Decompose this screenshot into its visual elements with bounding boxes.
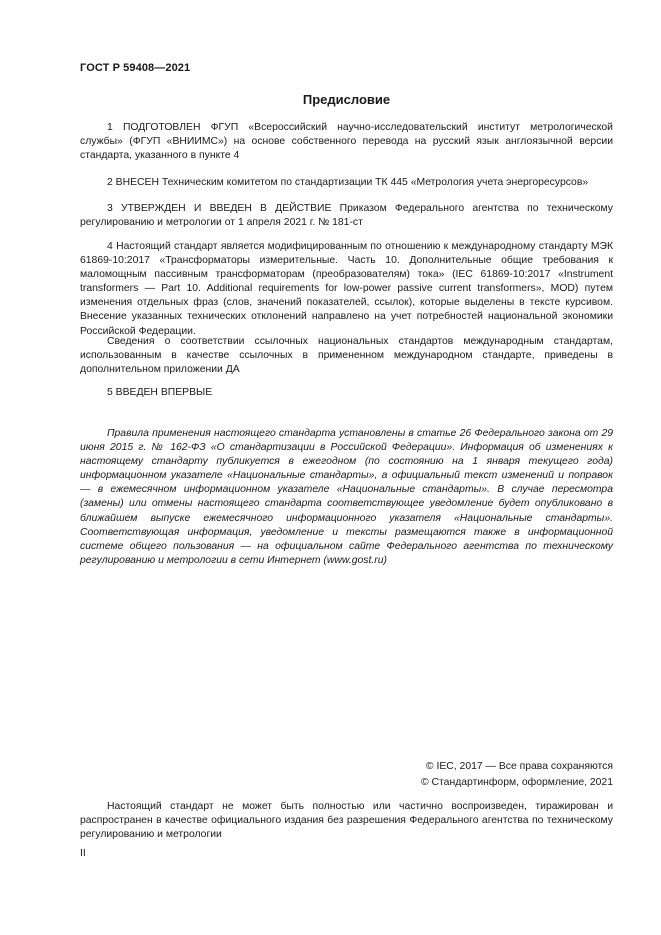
page-title: Предисловие [302, 92, 391, 107]
paragraph-reference-standards: Сведения о соответствии ссылочных национальных стандартов международным стандартам, использованным в качестве ссылочных в примененном международном стандарте, приведены в дополнительном приложении ДА [80, 336, 613, 376]
paragraph-modified-standard: 4 Настоящий стандарт является модифицированным по отношению к международному стандарту МЭК 61869-10:2017 «Трансформаторы измерительные. Часть 10. Дополнительные общие требования к маломощным пассивным трансформаторам (преобразователям) тока» (IEC 61869-10:2017 «Instrument transformers — Part 10. Additional requirements for low-power passive current transformers», MOD) путем изменения отдельных фраз (слов, значений показателей, ссылок), которые выделены в тексте курсивом. Внесение указанных технических отклонений направлено на учет потребностей национальной экономики Российской Федерации. [80, 241, 613, 337]
rules-notice: Правила применения настоящего стандарта установлены в статье 26 Федерального закона от 29 июня 2015 г. № 162-ФЗ «О стандартизации в Российской Федерации». Информация об изменениях к настоящему стандарту публикуется в ежегодном (по состоянию на 1 января текущего года) информационном указателе «Национальные стандарты», а официальный текст изменений и поправок — в ежемесячном информационном указателе «Национальные стандарты». В случае пересмотра (замены) или отмены настоящего стандарта соответствующее уведомление будет опубликовано в ближайшем выпуске ежемесячного информационного указателя «Национальные стандарты». Соответствующая информация, уведомление и тексты размещаются также в информационной системе общего пользования — на официальном сайте Федерального агентства по техническому регулированию и метрологии в сети Интернет (www.gost.ru) [80, 428, 613, 566]
copyright-iec: © IEC, 2017 — Все права сохраняются [425, 761, 613, 772]
paragraph-approved: 3 УТВЕРЖДЕН И ВВЕДЕН В ДЕЙСТВИЕ Приказом Федерального агентства по техническому регулированию и метрологии от 1 апреля 2021 г. № 181-ст [80, 203, 613, 229]
paragraph-prepared-by: 1 ПОДГОТОВЛЕН ФГУП «Всероссийский научно-исследовательский институт метрологической службы» (ФГУП «ВНИИМС») на основе собственного перевода на русский язык англоязычной версии стандарта, указанного в пункте 4 [80, 122, 613, 162]
reproduction-notice: Настоящий стандарт не может быть полностью или частично воспроизведен, тиражирован и распространен в качестве официального издания без разрешения Федерального агентства по техническому регулированию и метрологии [80, 801, 613, 841]
document-code: ГОСТ Р 59408—2021 [80, 62, 191, 74]
copyright-standartinform: © Стандартинформ, оформление, 2021 [420, 777, 613, 788]
page-number: II [80, 848, 86, 859]
paragraph-first-introduced: 5 ВВЕДЕН ВПЕРВЫЕ [107, 387, 213, 398]
paragraph-introduced-by: 2 ВНЕСЕН Техническим комитетом по стандартизации ТК 445 «Метрология учета энергоресурсов» [107, 177, 589, 188]
copyright-block [313, 759, 613, 791]
